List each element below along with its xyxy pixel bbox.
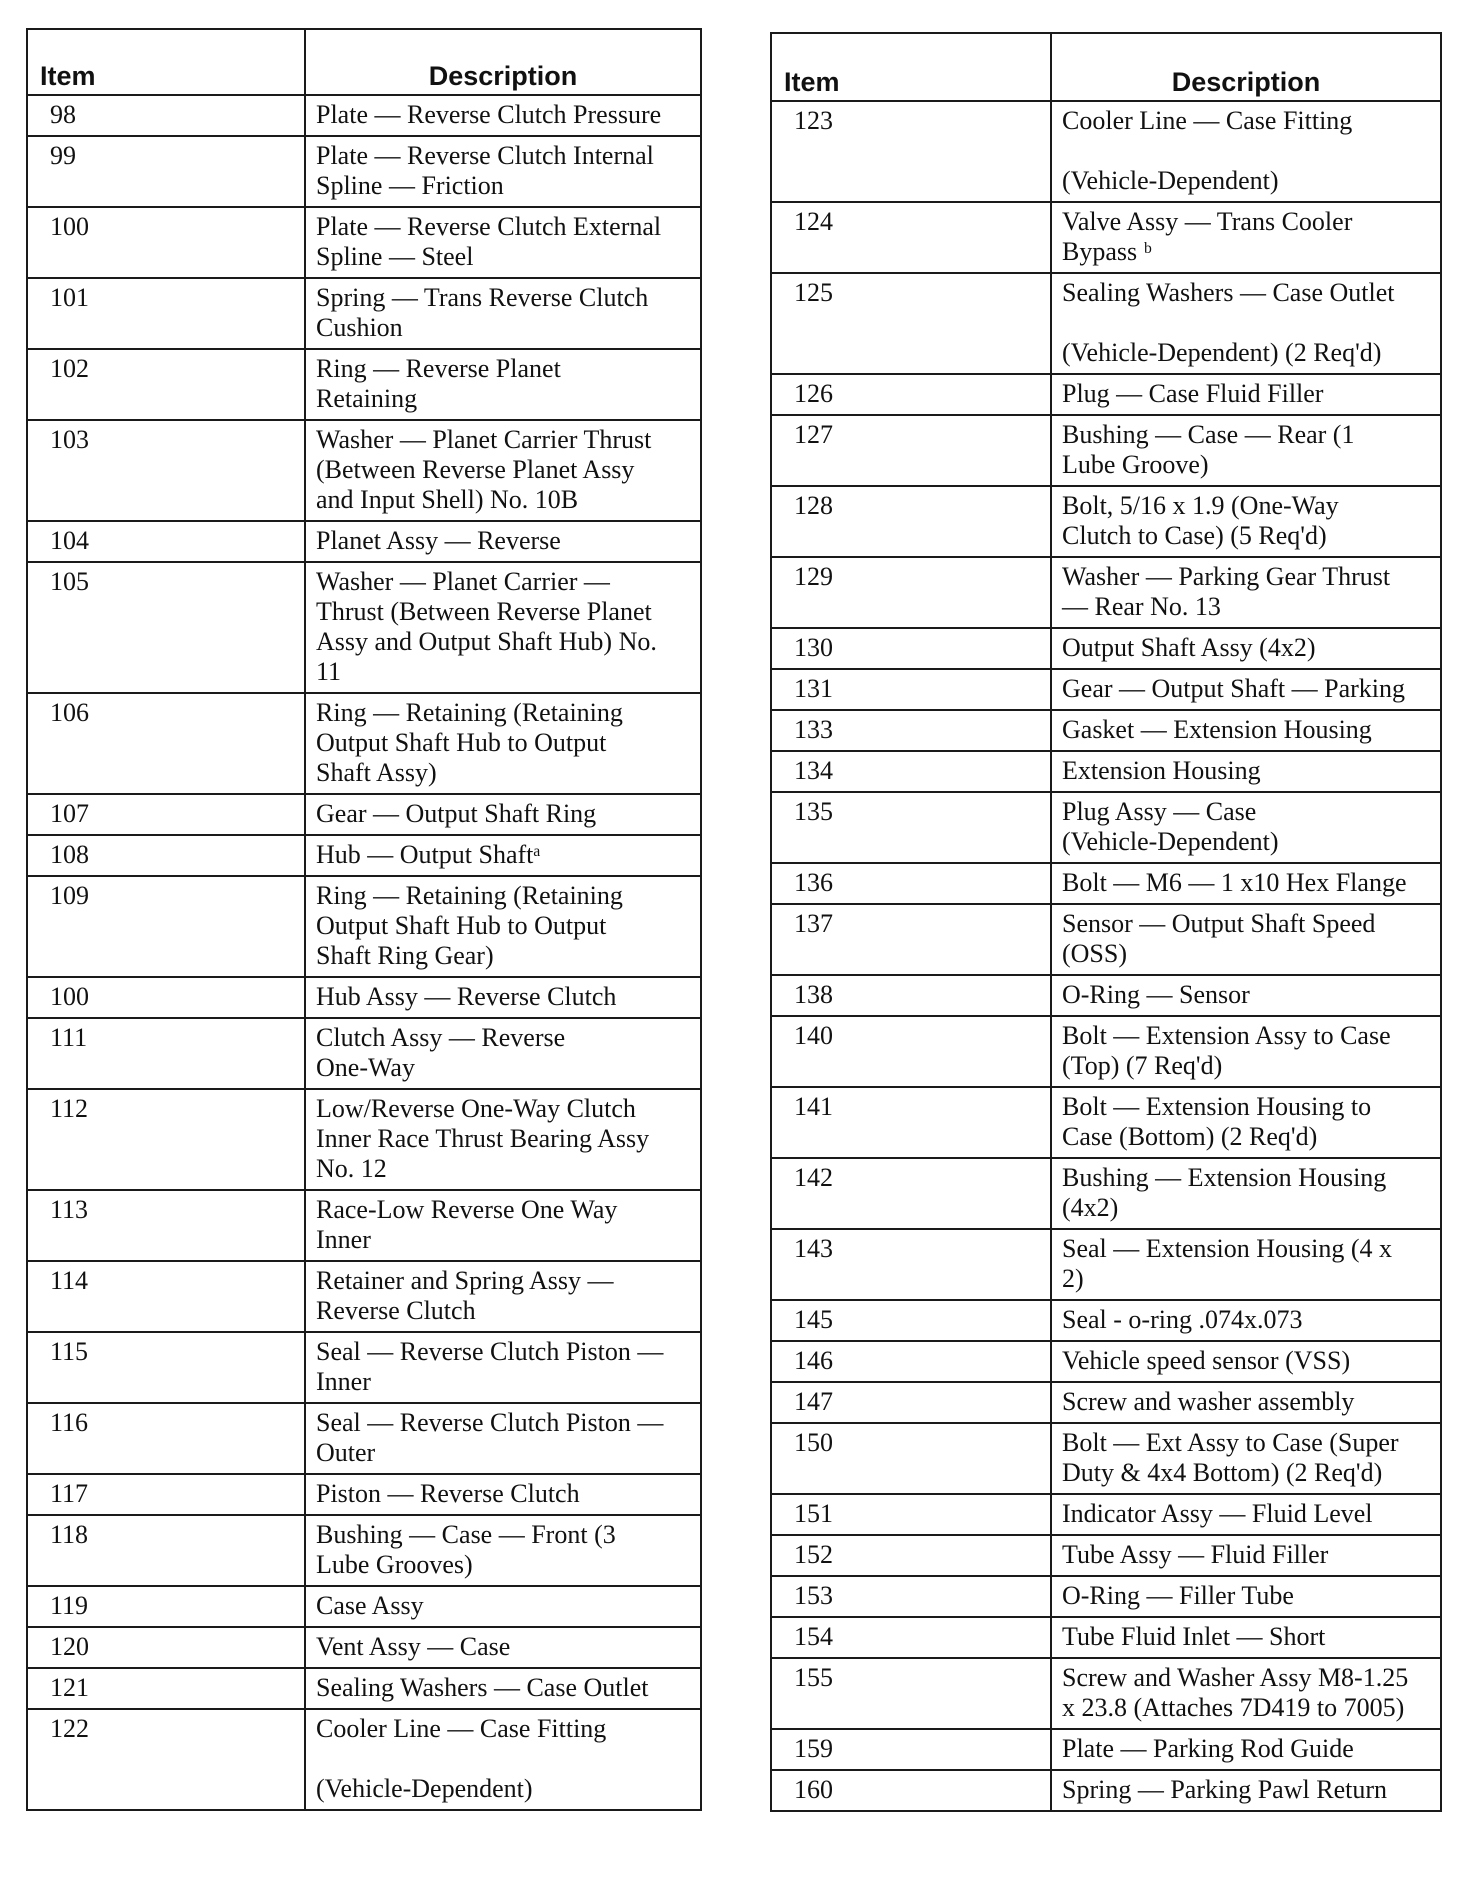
description-cell: Plug — Case Fluid Filler bbox=[1051, 374, 1441, 415]
table-row bbox=[27, 1190, 701, 1261]
description-cell: Ring — Retaining (Retaining Output Shaft Hub to Output Shaft Assy) bbox=[305, 693, 701, 794]
description-cell: Plate — Parking Rod Guide bbox=[1051, 1729, 1441, 1770]
table-row bbox=[27, 278, 701, 349]
table-row bbox=[27, 977, 701, 1018]
table-row bbox=[771, 415, 1441, 486]
description-cell: Gear — Output Shaft Ring bbox=[305, 794, 701, 835]
table-row bbox=[771, 751, 1441, 792]
table-row bbox=[771, 1658, 1441, 1729]
item-number-cell: 131 bbox=[771, 669, 1051, 710]
item-number-cell: 154 bbox=[771, 1617, 1051, 1658]
table-row bbox=[27, 693, 701, 794]
table-row bbox=[27, 521, 701, 562]
item-number-cell: 147 bbox=[771, 1382, 1051, 1423]
description-cell: Low/Reverse One-Way Clutch Inner Race Thrust Bearing Assy No. 12 bbox=[305, 1089, 701, 1190]
description-cell: Extension Housing bbox=[1051, 751, 1441, 792]
table-row bbox=[771, 863, 1441, 904]
item-number-cell: 125 bbox=[771, 273, 1051, 374]
description-cell: Screw and Washer Assy M8-1.25 x 23.8 (Attaches 7D419 to 7005) bbox=[1051, 1658, 1441, 1729]
item-number-cell: 124 bbox=[771, 202, 1051, 273]
item-number-cell: 121 bbox=[27, 1668, 305, 1709]
description-cell: Ring — Retaining (Retaining Output Shaft Hub to Output Shaft Ring Gear) bbox=[305, 876, 701, 977]
table-row bbox=[27, 420, 701, 521]
description-cell: Seal — Reverse Clutch Piston — Outer bbox=[305, 1403, 701, 1474]
description-cell: Race-Low Reverse One Way Inner bbox=[305, 1190, 701, 1261]
item-number-cell: 136 bbox=[771, 863, 1051, 904]
description-cell: Bolt — Extension Housing to Case (Bottom) (2 Req'd) bbox=[1051, 1087, 1441, 1158]
description-cell: Bolt — Extension Assy to Case (Top) (7 Req'd) bbox=[1051, 1016, 1441, 1087]
table-row bbox=[27, 1515, 701, 1586]
table-row bbox=[27, 136, 701, 207]
item-number-cell: 146 bbox=[771, 1341, 1051, 1382]
table-row bbox=[771, 1158, 1441, 1229]
table-row bbox=[771, 669, 1441, 710]
table-row bbox=[771, 792, 1441, 863]
table-row bbox=[771, 1535, 1441, 1576]
description-cell: O-Ring — Filler Tube bbox=[1051, 1576, 1441, 1617]
item-number-cell: 104 bbox=[27, 521, 305, 562]
table-row bbox=[771, 374, 1441, 415]
item-number-cell: 99 bbox=[27, 136, 305, 207]
description-cell: Indicator Assy — Fluid Level bbox=[1051, 1494, 1441, 1535]
item-number-cell: 130 bbox=[771, 628, 1051, 669]
item-number-cell: 113 bbox=[27, 1190, 305, 1261]
description-cell: Hub Assy — Reverse Clutch bbox=[305, 977, 701, 1018]
description-column-header: Description bbox=[305, 29, 701, 95]
description-cell: Bolt — M6 — 1 x10 Hex Flange bbox=[1051, 863, 1441, 904]
description-cell: Valve Assy — Trans Cooler Bypass ᵇ bbox=[1051, 202, 1441, 273]
description-cell: Tube Fluid Inlet — Short bbox=[1051, 1617, 1441, 1658]
description-column-header: Description bbox=[1051, 33, 1441, 101]
table-row bbox=[27, 95, 701, 136]
table-row bbox=[27, 1668, 701, 1709]
table-row bbox=[771, 1087, 1441, 1158]
item-number-cell: 152 bbox=[771, 1535, 1051, 1576]
table-row bbox=[771, 1016, 1441, 1087]
item-number-cell: 117 bbox=[27, 1474, 305, 1515]
item-number-cell: 134 bbox=[771, 751, 1051, 792]
item-number-cell: 137 bbox=[771, 904, 1051, 975]
item-number-cell: 123 bbox=[771, 101, 1051, 202]
item-column-header: Item bbox=[27, 29, 305, 95]
item-number-cell: 111 bbox=[27, 1018, 305, 1089]
table-row bbox=[27, 1403, 701, 1474]
description-cell: Bolt — Ext Assy to Case (Super Duty & 4x4 Bottom) (2 Req'd) bbox=[1051, 1423, 1441, 1494]
table-row bbox=[771, 1300, 1441, 1341]
item-number-cell: 107 bbox=[27, 794, 305, 835]
item-number-cell: 106 bbox=[27, 693, 305, 794]
table-row bbox=[27, 876, 701, 977]
item-number-cell: 108 bbox=[27, 835, 305, 876]
description-cell: Output Shaft Assy (4x2) bbox=[1051, 628, 1441, 669]
table-row bbox=[771, 557, 1441, 628]
description-cell: Bushing — Case — Front (3 Lube Grooves) bbox=[305, 1515, 701, 1586]
description-cell: Seal — Extension Housing (4 x 2) bbox=[1051, 1229, 1441, 1300]
table-row bbox=[771, 486, 1441, 557]
item-number-cell: 102 bbox=[27, 349, 305, 420]
description-cell: Bushing — Case — Rear (1 Lube Groove) bbox=[1051, 415, 1441, 486]
item-number-cell: 159 bbox=[771, 1729, 1051, 1770]
table-row bbox=[27, 207, 701, 278]
table-row bbox=[771, 273, 1441, 374]
item-number-cell: 155 bbox=[771, 1658, 1051, 1729]
table-row bbox=[771, 1617, 1441, 1658]
description-cell: Retainer and Spring Assy — Reverse Clutch bbox=[305, 1261, 701, 1332]
table-row bbox=[771, 904, 1441, 975]
description-cell: Sealing Washers — Case Outlet (Vehicle-Dependent) (2 Req'd) bbox=[1051, 273, 1441, 374]
table-row bbox=[771, 1423, 1441, 1494]
item-number-cell: 151 bbox=[771, 1494, 1051, 1535]
description-cell: Seal - o-ring .074x.073 bbox=[1051, 1300, 1441, 1341]
item-number-cell: 101 bbox=[27, 278, 305, 349]
description-cell: Plate — Reverse Clutch External Spline — Steel bbox=[305, 207, 701, 278]
item-number-cell: 128 bbox=[771, 486, 1051, 557]
table-row bbox=[771, 1729, 1441, 1770]
description-cell: Gear — Output Shaft — Parking bbox=[1051, 669, 1441, 710]
description-cell: Screw and washer assembly bbox=[1051, 1382, 1441, 1423]
description-cell: Gasket — Extension Housing bbox=[1051, 710, 1441, 751]
item-number-cell: 105 bbox=[27, 562, 305, 693]
table-row bbox=[27, 349, 701, 420]
table-row bbox=[27, 1709, 701, 1810]
item-number-cell: 141 bbox=[771, 1087, 1051, 1158]
item-number-cell: 116 bbox=[27, 1403, 305, 1474]
table-row bbox=[27, 794, 701, 835]
description-cell: Piston — Reverse Clutch bbox=[305, 1474, 701, 1515]
description-cell: Bolt, 5/16 x 1.9 (One-Way Clutch to Case) (5 Req'd) bbox=[1051, 486, 1441, 557]
description-cell: Sealing Washers — Case Outlet bbox=[305, 1668, 701, 1709]
item-number-cell: 140 bbox=[771, 1016, 1051, 1087]
item-number-cell: 103 bbox=[27, 420, 305, 521]
description-cell: Spring — Parking Pawl Return bbox=[1051, 1770, 1441, 1811]
table-row bbox=[771, 1576, 1441, 1617]
table-row bbox=[27, 1627, 701, 1668]
item-number-cell: 153 bbox=[771, 1576, 1051, 1617]
description-cell: Case Assy bbox=[305, 1586, 701, 1627]
description-cell: Seal — Reverse Clutch Piston — Inner bbox=[305, 1332, 701, 1403]
table-row bbox=[27, 1586, 701, 1627]
table-row bbox=[771, 975, 1441, 1016]
description-cell: Bushing — Extension Housing (4x2) bbox=[1051, 1158, 1441, 1229]
description-cell: Cooler Line — Case Fitting (Vehicle-Dependent) bbox=[1051, 101, 1441, 202]
table-row bbox=[771, 1229, 1441, 1300]
item-number-cell: 145 bbox=[771, 1300, 1051, 1341]
item-number-cell: 100 bbox=[27, 207, 305, 278]
table-row bbox=[27, 835, 701, 876]
item-number-cell: 135 bbox=[771, 792, 1051, 863]
item-column-header: Item bbox=[771, 33, 1051, 101]
table-row bbox=[771, 1382, 1441, 1423]
item-number-cell: 150 bbox=[771, 1423, 1051, 1494]
description-cell: Washer — Parking Gear Thrust — Rear No. 13 bbox=[1051, 557, 1441, 628]
description-cell: Clutch Assy — Reverse One-Way bbox=[305, 1018, 701, 1089]
table-header-row bbox=[771, 33, 1441, 101]
item-number-cell: 122 bbox=[50, 1714, 89, 1743]
item-number-cell: 138 bbox=[771, 975, 1051, 1016]
item-number-cell: 160 bbox=[794, 1775, 833, 1804]
item-number-cell: 129 bbox=[771, 557, 1051, 628]
description-cell: Plate — Reverse Clutch Internal Spline — Friction bbox=[305, 136, 701, 207]
item-number-cell: 126 bbox=[771, 374, 1051, 415]
description-cell: Ring — Reverse Planet Retaining bbox=[305, 349, 701, 420]
description-cell: Vent Assy — Case bbox=[305, 1627, 701, 1668]
table-row bbox=[27, 1261, 701, 1332]
item-number-cell: 133 bbox=[771, 710, 1051, 751]
table-row bbox=[771, 101, 1441, 202]
table-row bbox=[27, 1018, 701, 1089]
description-cell: O-Ring — Sensor bbox=[1051, 975, 1441, 1016]
parts-table-left bbox=[26, 28, 702, 1811]
description-cell: Washer — Planet Carrier Thrust (Between Reverse Planet Assy and Input Shell) No. 10B bbox=[305, 420, 701, 521]
description-cell: Planet Assy — Reverse bbox=[305, 521, 701, 562]
item-number-cell: 142 bbox=[771, 1158, 1051, 1229]
table-row bbox=[771, 628, 1441, 669]
table-row bbox=[27, 1332, 701, 1403]
table-row bbox=[27, 1089, 701, 1190]
item-number-cell: 100 bbox=[27, 977, 305, 1018]
item-number-cell: 112 bbox=[27, 1089, 305, 1190]
description-cell: Vehicle speed sensor (VSS) bbox=[1051, 1341, 1441, 1382]
table-row bbox=[27, 1474, 701, 1515]
parts-table-left-body bbox=[27, 95, 701, 1810]
item-number-cell: 120 bbox=[27, 1627, 305, 1668]
item-number-cell: 98 bbox=[27, 95, 305, 136]
item-number-cell: 114 bbox=[27, 1261, 305, 1332]
description-cell: Plate — Reverse Clutch Pressure bbox=[305, 95, 701, 136]
table-row bbox=[771, 1770, 1441, 1811]
description-cell: Sensor — Output Shaft Speed (OSS) bbox=[1051, 904, 1441, 975]
item-number-cell: 118 bbox=[27, 1515, 305, 1586]
description-cell: Cooler Line — Case Fitting (Vehicle-Dependent) bbox=[305, 1709, 701, 1810]
table-row bbox=[771, 202, 1441, 273]
parts-table-right bbox=[770, 32, 1442, 1812]
item-number-cell: 115 bbox=[27, 1332, 305, 1403]
item-number-cell: 127 bbox=[771, 415, 1051, 486]
item-number-cell: 109 bbox=[27, 876, 305, 977]
item-number-cell: 119 bbox=[27, 1586, 305, 1627]
table-row bbox=[771, 1494, 1441, 1535]
item-number-cell: 143 bbox=[771, 1229, 1051, 1300]
table-row bbox=[771, 1341, 1441, 1382]
table-row bbox=[771, 710, 1441, 751]
description-cell: Washer — Planet Carrier — Thrust (Between Reverse Planet Assy and Output Shaft Hub) No. 11 bbox=[305, 562, 701, 693]
parts-table-right-body bbox=[771, 101, 1441, 1811]
table-header-row bbox=[27, 29, 701, 95]
description-cell: Hub — Output Shaftᵃ bbox=[305, 835, 701, 876]
description-cell: Tube Assy — Fluid Filler bbox=[1051, 1535, 1441, 1576]
description-cell: Plug Assy — Case (Vehicle-Dependent) bbox=[1051, 792, 1441, 863]
description-cell: Spring — Trans Reverse Clutch Cushion bbox=[305, 278, 701, 349]
table-row bbox=[27, 562, 701, 693]
